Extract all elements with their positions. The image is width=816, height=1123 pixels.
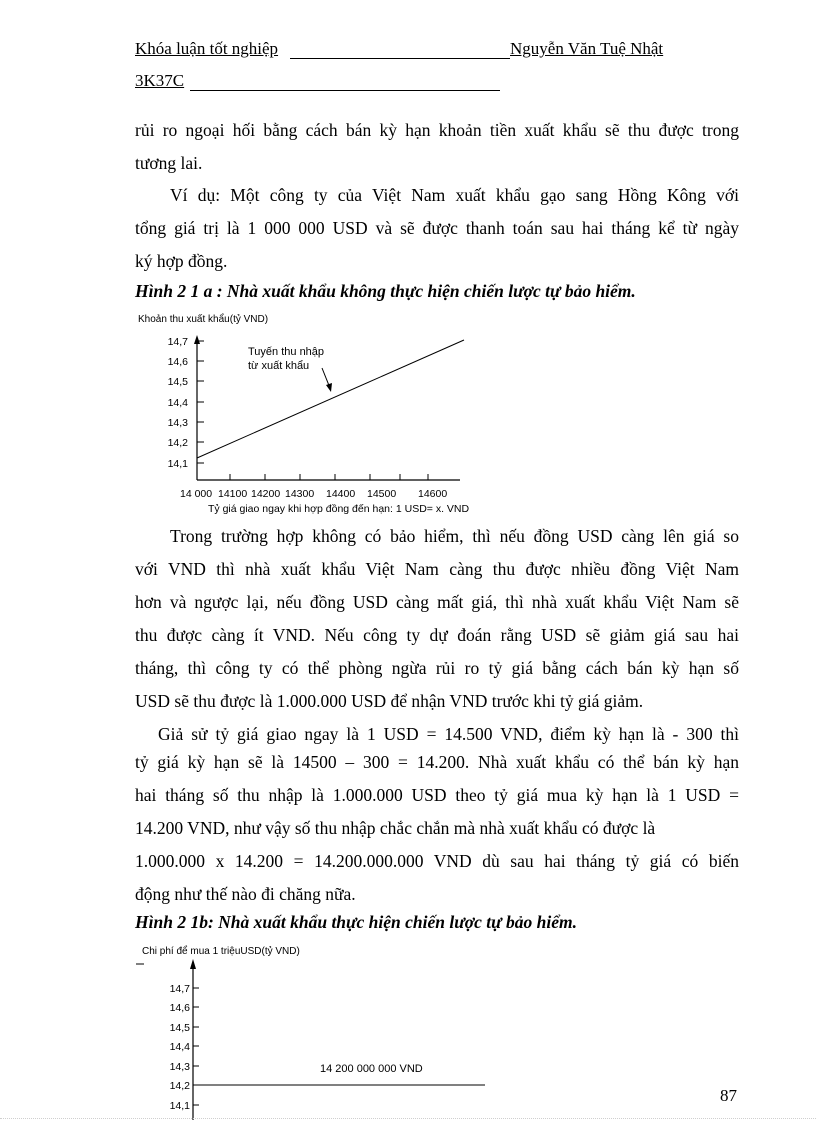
paragraph-line: tỷ giá kỳ hạn sẽ là 14500 – 300 = 14.200. Nhà xuất khẩu có thể bán kỳ hạn bbox=[135, 752, 739, 772]
chart-a-y-ticks bbox=[197, 341, 204, 463]
paragraph-line: với VND thì nhà xuất khẩu Việt Nam càng thu được nhiều đồng Việt Nam bbox=[135, 559, 739, 579]
chart-b bbox=[130, 940, 510, 1120]
chart-b-y-ticks bbox=[193, 988, 199, 1105]
header-code: 3K37C bbox=[135, 71, 185, 90]
x-tick-label: 14200 bbox=[251, 488, 281, 500]
figure-caption-a: Hình 2 1 a : Nhà xuất khẩu không thực hiện chiến lược tự bảo hiểm. bbox=[135, 281, 636, 301]
paragraph-line: Giả sử tỷ giá giao ngay là 1 USD = 14.500 VND, điểm kỳ hạn là - 300 thì bbox=[158, 724, 739, 744]
x-tick-label: 14500 bbox=[367, 488, 397, 500]
y-tick-label: 14,4 bbox=[167, 397, 188, 409]
chart-a-annotation-arrowhead bbox=[326, 383, 332, 392]
chart-b-annotation: 14 200 000 000 VND bbox=[320, 1063, 423, 1075]
annotation-line: Tuyến thu nhập bbox=[248, 346, 325, 358]
y-tick-label: 14,7 bbox=[169, 983, 190, 995]
y-tick-label: 14,1 bbox=[169, 1100, 190, 1112]
paragraph-line: động như thế nào đi chăng nữa. bbox=[135, 884, 356, 904]
chart-a-xlabel: Tỷ giá giao ngay khi hợp đồng đến hạn: 1 USD= x. VND bbox=[208, 503, 470, 515]
header-rule-1 bbox=[290, 58, 510, 59]
chart-b-y-tick-labels bbox=[170, 983, 191, 1112]
y-tick-label: 14,2 bbox=[169, 1080, 190, 1092]
y-tick-label: 14,3 bbox=[169, 1061, 190, 1073]
x-tick-label: 14400 bbox=[326, 488, 356, 500]
x-tick-label: 14100 bbox=[218, 488, 248, 500]
y-tick-label: 14,4 bbox=[169, 1041, 190, 1053]
page-bottom-rule bbox=[0, 1118, 816, 1119]
paragraph-line: 1.000.000 x 14.200 = 14.200.000.000 VND dù sau hai tháng tỷ giá có biến bbox=[135, 851, 739, 871]
chart-a-x-tick-labels bbox=[180, 488, 447, 500]
annotation-line: từ xuất khẩu bbox=[248, 360, 310, 372]
paragraph-line: tổng giá trị là 1 000 000 USD và sẽ được thanh toán sau hai tháng kể từ ngày bbox=[135, 218, 739, 238]
chart-b-ylabel: Chi phí để mua 1 triệuUSD(tỷ VND) bbox=[142, 946, 300, 957]
y-tick-label: 14,1 bbox=[167, 458, 188, 470]
y-tick-label: 14,7 bbox=[167, 336, 188, 348]
chart-a bbox=[130, 308, 530, 518]
x-tick-label: 14 000 bbox=[180, 488, 213, 500]
paragraph-line: USD sẽ thu được là 1.000.000 USD để nhận VND trước khi tỷ giá giảm. bbox=[135, 691, 644, 711]
chart-a-ylabel: Khoản thu xuất khẩu(tỷ VND) bbox=[138, 314, 269, 325]
paragraph-line: ký hợp đồng. bbox=[135, 251, 228, 271]
paragraph-line: Trong trường hợp không có bảo hiểm, thì nếu đồng USD càng lên giá so bbox=[170, 526, 739, 546]
figure-caption-b: Hình 2 1b: Nhà xuất khẩu thực hiện chiến lược tự bảo hiểm. bbox=[135, 912, 577, 932]
paragraph-line: hơn và ngược lại, nếu đồng USD càng mất giá, thì nhà xuất khẩu Việt Nam sẽ bbox=[135, 592, 739, 612]
chart-b-y-arrow bbox=[190, 959, 196, 969]
chart-a-y-tick-labels bbox=[168, 336, 189, 470]
chart-a-annotation bbox=[248, 346, 324, 372]
page-number: 87 bbox=[720, 1086, 737, 1105]
paragraph-line: tháng, thì công ty có thể phòng ngừa rủi ro tỷ giá bằng cách bán kỳ hạn số bbox=[135, 658, 739, 678]
chart-a-x-ticks bbox=[230, 474, 428, 480]
y-tick-label: 14,6 bbox=[167, 356, 188, 368]
y-tick-label: 14,2 bbox=[167, 437, 188, 449]
chart-a-y-arrow bbox=[194, 335, 200, 344]
paragraph-line: 14.200 VND, như vậy số thu nhập chắc chắn mà nhà xuất khẩu có được là bbox=[135, 818, 656, 838]
y-tick-label: 14,6 bbox=[169, 1002, 190, 1014]
y-tick-label: 14,3 bbox=[167, 417, 188, 429]
header-rule-2 bbox=[190, 90, 500, 91]
x-tick-label: 14300 bbox=[285, 488, 315, 500]
paragraph-line: Ví dụ: Một công ty của Việt Nam xuất khẩu gạo sang Hồng Kông với bbox=[170, 185, 739, 205]
paragraph-line: thu được càng ít VND. Nếu công ty dự đoán rằng USD sẽ giảm giá sau hai bbox=[135, 625, 739, 645]
paragraph-line: rủi ro ngoại hối bằng cách bán kỳ hạn khoản tiền xuất khẩu sẽ thu được trong bbox=[135, 120, 739, 140]
chart-a-series-line bbox=[197, 340, 464, 458]
x-tick-label: 14600 bbox=[418, 488, 448, 500]
header-right: Nguyễn Văn Tuệ Nhật bbox=[510, 39, 664, 58]
y-tick-label: 14,5 bbox=[169, 1022, 190, 1034]
paragraph-line: hai tháng số thu nhập là 1.000.000 USD theo tỷ giá mua kỳ hạn là 1 USD = bbox=[135, 785, 739, 805]
header-left: Khóa luận tốt nghiệp bbox=[135, 39, 279, 58]
paragraph-line: tương lai. bbox=[135, 153, 203, 173]
y-tick-label: 14,5 bbox=[167, 376, 188, 388]
